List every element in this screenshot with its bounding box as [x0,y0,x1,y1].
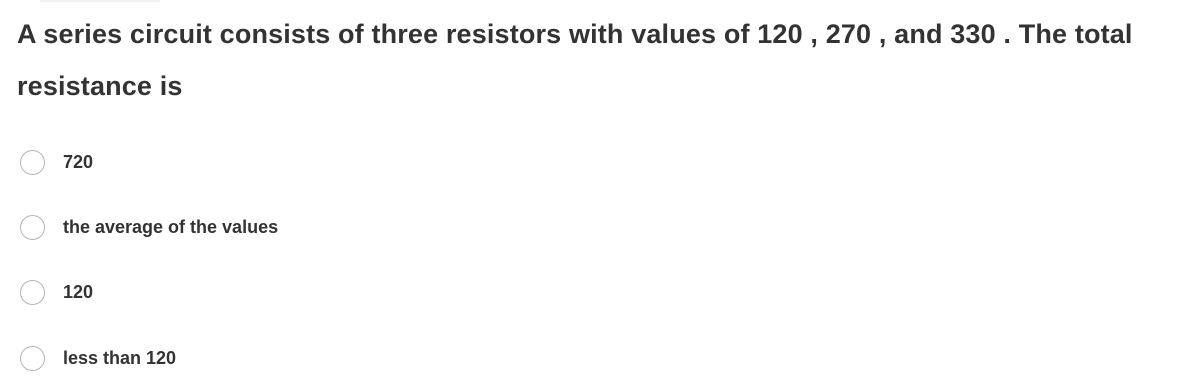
answer-option-less-than-120[interactable] [20,343,176,373]
radio-button[interactable] [20,280,45,305]
answer-option-average[interactable] [20,212,278,242]
option-label: 720 [63,151,94,172]
option-label: 120 [63,281,94,302]
answer-option-720[interactable] [20,147,93,177]
radio-button[interactable] [20,215,45,240]
question-text: A series circuit consists of three resistors with values of 120 , 270 , and 330 . The total resistance is [17,19,1133,101]
option-label: less than 120 [63,347,177,368]
radio-button[interactable] [20,346,45,371]
option-label: the average of the values [63,216,279,237]
answer-option-120[interactable] [20,277,93,307]
radio-button[interactable] [20,150,45,175]
